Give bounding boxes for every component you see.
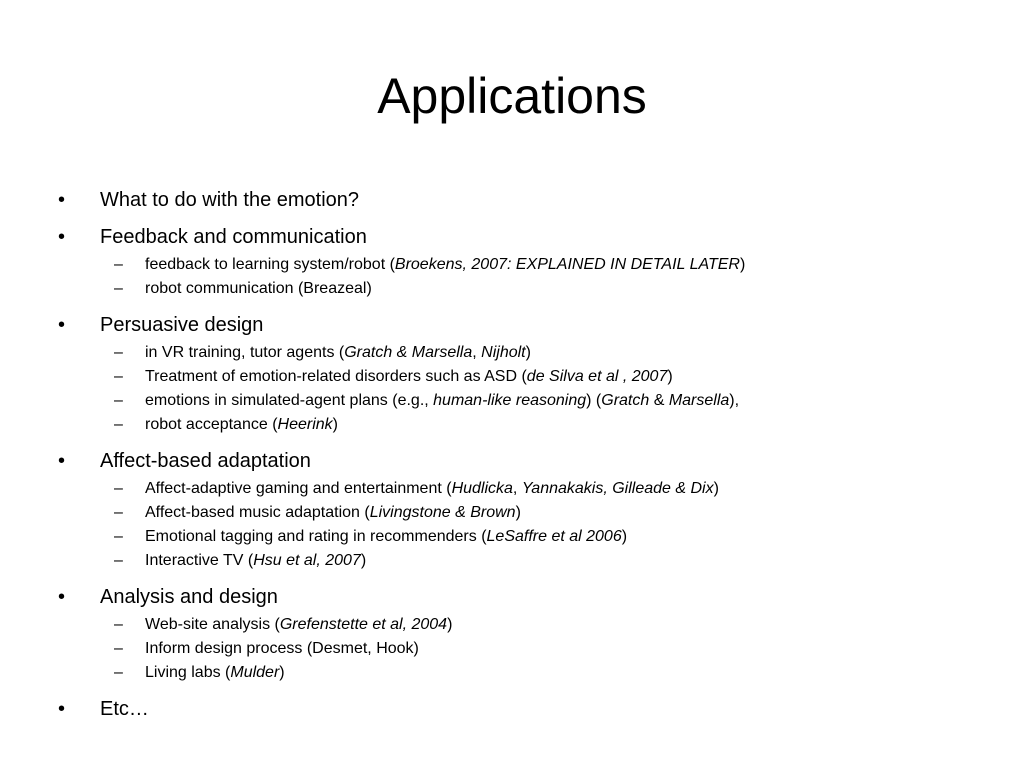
sub-item-text: , bbox=[472, 344, 482, 361]
citation-text: LeSaffre et al 2006 bbox=[486, 528, 622, 545]
sub-item-text: ) bbox=[667, 368, 673, 385]
sub-item bbox=[58, 477, 998, 501]
sub-item-text: ) bbox=[621, 528, 628, 545]
sub-item bbox=[58, 365, 998, 389]
sub-item-text: robot communication (Breazeal) bbox=[145, 280, 372, 297]
bullet-text: Persuasive design bbox=[100, 314, 264, 336]
dash-icon: – bbox=[114, 256, 123, 273]
sub-item-text: Affect-adaptive gaming and entertainment ( bbox=[145, 480, 452, 497]
bullet-item bbox=[58, 696, 998, 722]
citation-text: human-like reasoning bbox=[433, 392, 587, 409]
dash-icon: – bbox=[114, 528, 123, 545]
sub-item-text: Treatment of emotion-related disorders such as ASD ( bbox=[145, 368, 527, 385]
dash-icon: – bbox=[114, 552, 123, 569]
bullet-list bbox=[58, 183, 998, 722]
bullet-dot-icon: • bbox=[58, 450, 66, 472]
sub-item-text: Living labs ( bbox=[145, 664, 231, 681]
sub-item bbox=[58, 341, 998, 365]
dash-icon: – bbox=[114, 344, 123, 361]
bullet-text: What to do with the emotion? bbox=[100, 189, 360, 211]
sub-item-text: Interactive TV ( bbox=[145, 552, 254, 569]
sub-item-text: ), bbox=[729, 392, 740, 409]
sub-item bbox=[58, 613, 998, 637]
sub-item-text: Inform design process (Desmet, Hook) bbox=[145, 640, 419, 657]
citation-text: Yannakakis, Gilleade & Dix bbox=[521, 480, 714, 497]
sub-item-text: ) bbox=[525, 344, 531, 361]
sub-item-text: emotions in simulated-agent plans (e.g., bbox=[145, 392, 434, 409]
sub-item-text: ) bbox=[279, 664, 285, 681]
citation-text: de Silva et al , 2007 bbox=[526, 368, 668, 385]
sub-item-text: Affect-based music adaptation ( bbox=[145, 504, 370, 521]
dash-icon: – bbox=[114, 416, 123, 433]
dash-icon: – bbox=[114, 368, 123, 385]
citation-text: Gratch & Marsella bbox=[344, 344, 473, 361]
sub-item-text: & bbox=[649, 392, 669, 409]
dash-icon: – bbox=[114, 664, 123, 681]
sub-item bbox=[58, 637, 998, 661]
bullet-text: Etc… bbox=[100, 698, 149, 720]
sub-item-text: , bbox=[512, 480, 522, 497]
sub-list bbox=[100, 253, 998, 301]
sub-item-text: Web-site analysis ( bbox=[145, 616, 280, 633]
citation-text: Grefenstette et al, 2004 bbox=[279, 616, 448, 633]
bullet-dot-icon: • bbox=[58, 586, 66, 608]
bullet-item bbox=[58, 224, 998, 301]
dash-icon: – bbox=[114, 280, 123, 297]
sub-item-text: Emotional tagging and rating in recommenders ( bbox=[145, 528, 487, 545]
sub-item-text: ) bbox=[447, 616, 453, 633]
citation-text: Gratch bbox=[601, 392, 650, 409]
sub-item bbox=[58, 525, 998, 549]
sub-item-text: feedback to learning system/robot ( bbox=[145, 256, 395, 273]
sub-list bbox=[100, 477, 998, 573]
dash-icon: – bbox=[114, 616, 123, 633]
sub-item bbox=[58, 413, 998, 437]
sub-item-text: ) bbox=[713, 480, 719, 497]
citation-text: Heerink bbox=[277, 416, 333, 433]
sub-item-text: ) bbox=[360, 552, 367, 569]
sub-item-text: ) bbox=[739, 256, 746, 273]
bullet-text: Feedback and communication bbox=[100, 226, 367, 248]
citation-text: Nijholt bbox=[481, 344, 526, 361]
sub-list bbox=[100, 341, 998, 437]
bullet-text: Affect-based adaptation bbox=[100, 450, 311, 472]
dash-icon: – bbox=[114, 504, 123, 521]
sub-list bbox=[100, 613, 998, 685]
sub-item bbox=[58, 501, 998, 525]
citation-text: Livingstone & Brown bbox=[369, 504, 516, 521]
bullet-item bbox=[58, 187, 998, 213]
sub-item-text: robot acceptance ( bbox=[145, 416, 278, 433]
sub-item-text: ) ( bbox=[586, 392, 602, 409]
bullet-text: Analysis and design bbox=[100, 586, 278, 608]
sub-item bbox=[58, 277, 998, 301]
citation-text: Marsella bbox=[668, 392, 730, 409]
bullet-dot-icon: • bbox=[58, 698, 66, 720]
sub-item bbox=[58, 661, 998, 685]
bullet-dot-icon: • bbox=[58, 226, 66, 248]
slide-title: Applications bbox=[377, 68, 647, 124]
sub-item bbox=[58, 253, 998, 277]
bullet-dot-icon: • bbox=[58, 314, 66, 336]
dash-icon: – bbox=[114, 480, 123, 497]
dash-icon: – bbox=[114, 392, 123, 409]
bullet-item bbox=[58, 448, 998, 573]
dash-icon: – bbox=[114, 640, 123, 657]
citation-text: Hsu et al, 2007 bbox=[253, 552, 361, 569]
sub-item-text: ) bbox=[515, 504, 521, 521]
citation-text: Mulder bbox=[230, 664, 280, 681]
citation-text: Hudlicka bbox=[451, 480, 513, 497]
sub-item-text: in VR training, tutor agents ( bbox=[145, 344, 345, 361]
sub-item-text: ) bbox=[332, 416, 338, 433]
sub-item bbox=[58, 549, 998, 573]
bullet-item bbox=[58, 584, 998, 685]
sub-item bbox=[58, 389, 998, 413]
bullet-item bbox=[58, 312, 998, 437]
citation-text: Broekens, 2007: EXPLAINED IN DETAIL LATER bbox=[394, 256, 740, 273]
bullet-dot-icon: • bbox=[58, 189, 66, 211]
